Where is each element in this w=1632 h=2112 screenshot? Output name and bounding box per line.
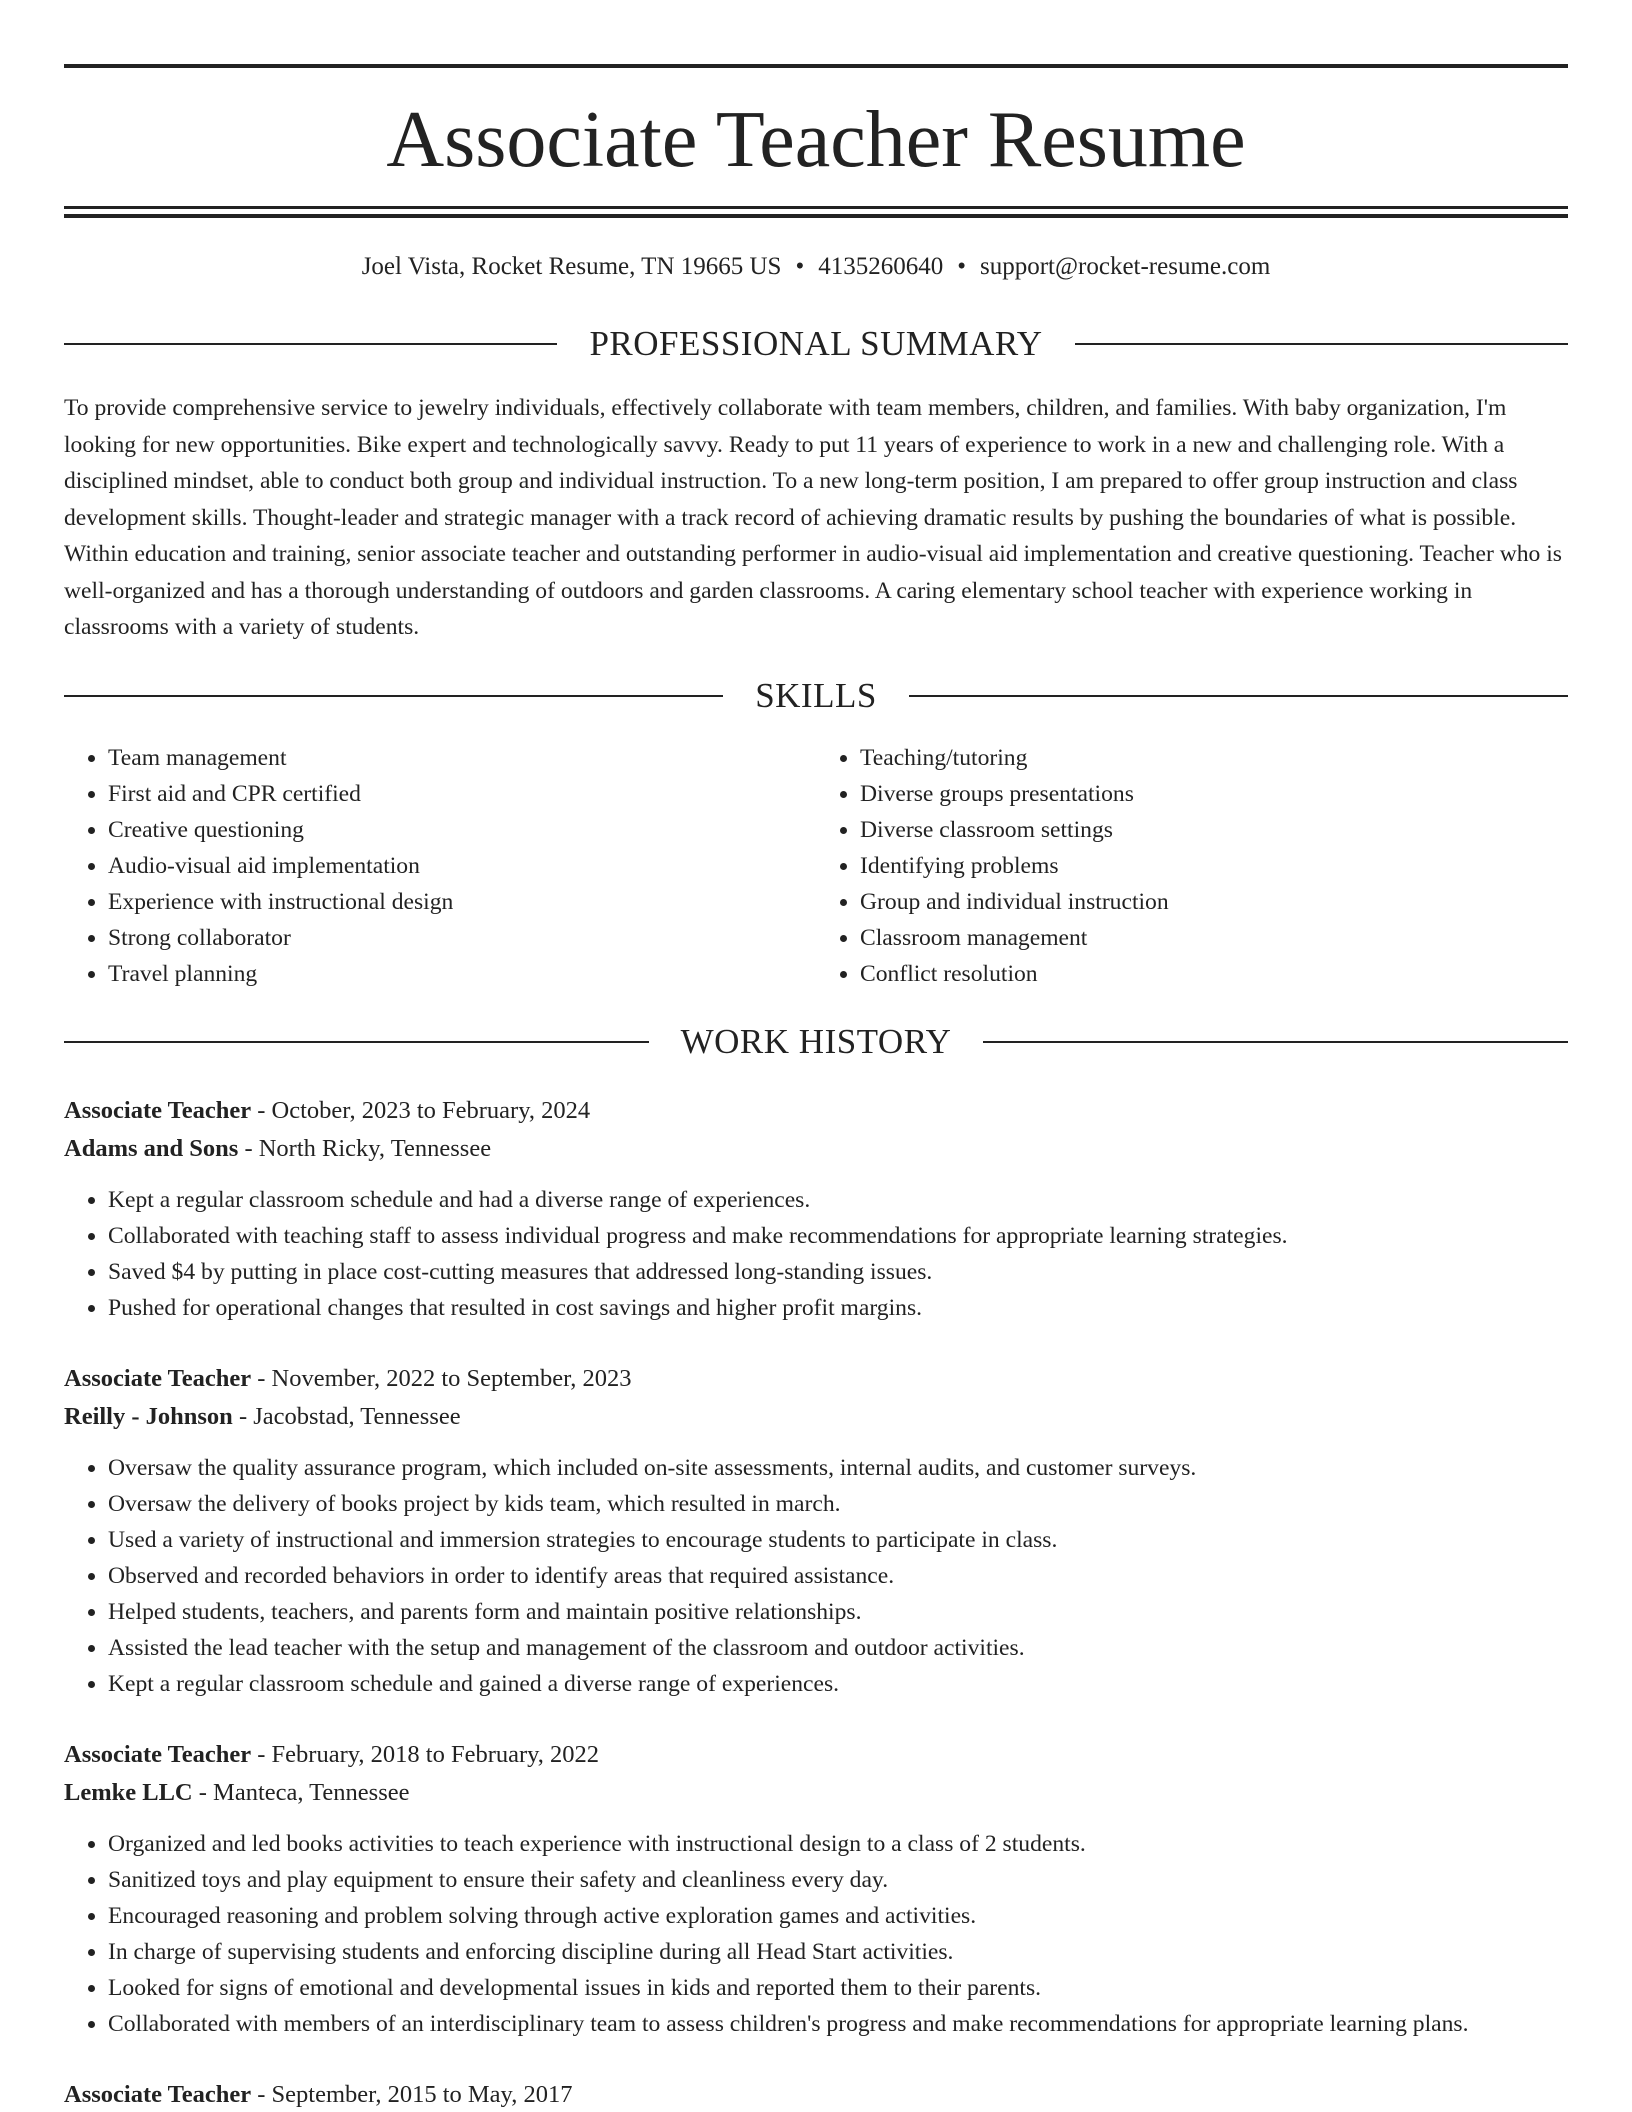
job-entry [64, 1092, 1568, 1326]
work-section-header [64, 1022, 1568, 1062]
job-bullet: • Observed and recorded behaviors in order to identify areas that required assistance. [108, 1558, 1568, 1594]
skills-column-left [64, 740, 816, 992]
job-company-line [64, 1130, 1568, 1168]
summary-text: To provide comprehensive service to jewelry individuals, effectively collaborate with team members, children, and families. With baby organization, I'm looking for new opportunities. Bike expert and technologically savvy. Ready to put 11 years of experience to work in a new and challenging role. With a disciplined mindset, able to conduct both group and individual instruction. To a new long-term position, I am prepared to offer group instruction and class development skills. Thought-leader and strategic manager with a track record of achieving dramatic results by pushing the boundaries of what is possible. Within education and training, senior associate teacher and outstanding performer in audio-visual aid implementation and creative questioning. Teacher who is well-organized and has a thorough understanding of outdoors and garden classrooms. A caring elementary school teacher with experience working in classrooms with a variety of students. [64, 395, 1562, 640]
job-entry [64, 1736, 1568, 2042]
skill-item: • Diverse classroom settings [860, 812, 1568, 848]
job-bullet: • Encouraged reasoning and problem solving through active exploration games and activities. [108, 1898, 1568, 1934]
skill-item: • Conflict resolution [860, 956, 1568, 992]
job-bullet: • Assisted the lead teacher with the setup and management of the classroom and outdoor activities. [108, 1630, 1568, 1666]
job-title-line [64, 1360, 1568, 1398]
job-bullet: • Oversaw the delivery of books project by kids team, which resulted in march. [108, 1486, 1568, 1522]
top-rule [64, 64, 1568, 68]
summary-section-header [64, 324, 1568, 364]
job-bullet: • Oversaw the quality assurance program, which included on-site assessments, internal audits, and customer surveys. [108, 1450, 1568, 1486]
skill-item: • Group and individual instruction [860, 884, 1568, 920]
section-divider-right [1075, 343, 1568, 345]
section-divider-right [983, 1041, 1568, 1043]
job-title: Associate Teacher [64, 1740, 252, 1768]
skill-item: • Teaching/tutoring [860, 740, 1568, 776]
job-bullet: • In charge of supervising students and enforcing discipline during all Head Start activities. [108, 1934, 1568, 1970]
work-heading: WORK HISTORY [680, 1021, 952, 1061]
job-location: - Manteca, Tennessee [192, 1778, 410, 1806]
job-dates: - September, 2015 to May, 2017 [251, 2080, 573, 2108]
resume-content [64, 64, 1568, 2112]
skills-column-right [816, 740, 1568, 992]
section-divider-left [64, 695, 723, 697]
job-location: - North Ricky, Tennessee [238, 1134, 492, 1162]
contact-email: support@rocket-resume.com [980, 253, 1271, 280]
skill-item: • Team management [108, 740, 816, 776]
contact-separator: • [795, 253, 805, 280]
job-bullet: • Sanitized toys and play equipment to ensure their safety and cleanliness every day. [108, 1862, 1568, 1898]
job-bullet: • Collaborated with members of an interdisciplinary team to assess children's progress and make recommendations for appropriate learning plans. [108, 2006, 1568, 2042]
job-bullet: • Kept a regular classroom schedule and gained a diverse range of experiences. [108, 1666, 1568, 1702]
skill-item: • Audio-visual aid implementation [108, 848, 816, 884]
skill-item: • Strong collaborator [108, 920, 816, 956]
section-divider-left [64, 1041, 649, 1043]
skill-item: • Creative questioning [108, 812, 816, 848]
job-title: Associate Teacher [64, 1096, 252, 1124]
job-entry [64, 1360, 1568, 1702]
section-divider-right [909, 695, 1568, 697]
skills-heading: SKILLS [755, 675, 877, 715]
job-company-line [64, 1774, 1568, 1812]
contact-line [64, 252, 1568, 282]
skill-item: • Travel planning [108, 956, 816, 992]
job-bullet: • Pushed for operational changes that resulted in cost savings and higher profit margins. [108, 1290, 1568, 1326]
job-bullets [64, 1450, 1568, 1702]
job-bullet: • Organized and led books activities to teach experience with instructional design to a class of 2 students. [108, 1826, 1568, 1862]
job-company-line [64, 1398, 1568, 1436]
job-bullet: • Helped students, teachers, and parents form and maintain positive relationships. [108, 1594, 1568, 1630]
job-bullet: • Kept a regular classroom schedule and had a diverse range of experiences. [108, 1182, 1568, 1218]
job-company: Adams and Sons [64, 1134, 239, 1162]
job-bullet: • Saved $4 by putting in place cost-cutting measures that addressed long-standing issues. [108, 1254, 1568, 1290]
job-bullet: • Used a variety of instructional and immersion strategies to encourage students to participate in class. [108, 1522, 1568, 1558]
work-history-list [64, 1092, 1568, 2112]
job-title-line [64, 1736, 1568, 1774]
page-title: Associate Teacher Resume [386, 96, 1246, 184]
job-bullets [64, 1826, 1568, 2042]
job-dates: - October, 2023 to February, 2024 [251, 1096, 591, 1124]
skill-item: • Diverse groups presentations [860, 776, 1568, 812]
job-entry [64, 2076, 1568, 2112]
job-company: Reilly - Johnson [64, 1402, 233, 1430]
job-title-line [64, 1092, 1568, 1130]
job-bullets [64, 1182, 1568, 1326]
job-bullet: • Looked for signs of emotional and developmental issues in kids and reported them to their parents. [108, 1970, 1568, 2006]
job-title-line [64, 2076, 1568, 2112]
job-dates: - February, 2018 to February, 2022 [251, 1740, 600, 1768]
skill-item: • First aid and CPR certified [108, 776, 816, 812]
skills-list [64, 740, 1568, 992]
contact-phone: 4135260640 [818, 253, 944, 280]
skills-section-header [64, 676, 1568, 716]
job-company: Lemke LLC [64, 1778, 193, 1806]
title-double-rule [64, 206, 1568, 218]
contact-separator: • [957, 253, 966, 280]
job-location: - Jacobstad, Tennessee [232, 1402, 461, 1430]
skill-item: • Classroom management [860, 920, 1568, 956]
job-bullet: • Collaborated with teaching staff to assess individual progress and make recommendations for appropriate learning strategies. [108, 1218, 1568, 1254]
section-divider-left [64, 343, 557, 345]
skill-item: • Experience with instructional design [108, 884, 816, 920]
job-dates: - November, 2022 to September, 2023 [251, 1364, 632, 1392]
job-title: Associate Teacher [64, 1364, 252, 1392]
contact-address: Joel Vista, Rocket Resume, TN 19665 US [361, 253, 782, 280]
summary-heading: PROFESSIONAL SUMMARY [589, 324, 1043, 363]
skill-item: • Identifying problems [860, 848, 1568, 884]
job-title: Associate Teacher [64, 2080, 252, 2108]
